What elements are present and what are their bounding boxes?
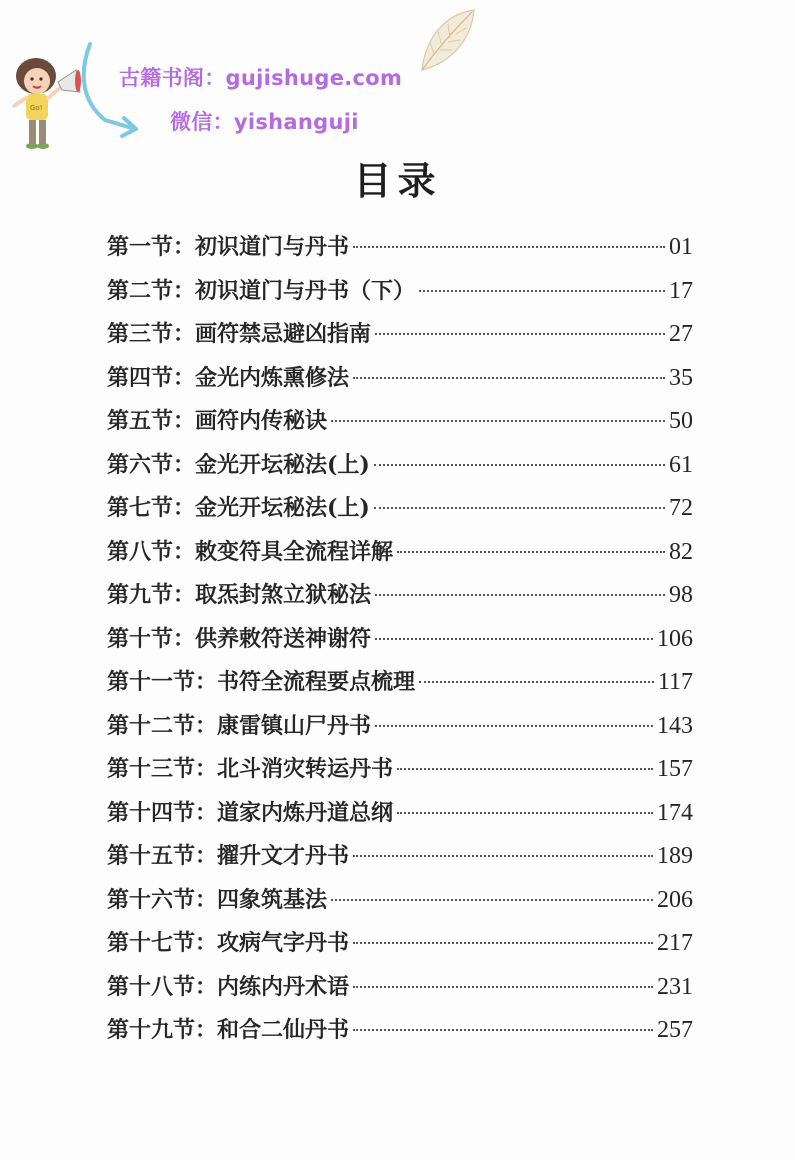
toc-entry[interactable]: [107, 752, 693, 796]
toc-entry-title: 第五节：画符内传秘诀: [107, 408, 328, 434]
toc-leader-dots: [375, 594, 665, 596]
toc-leader-dots: [353, 942, 653, 944]
toc-entry[interactable]: [107, 665, 693, 709]
toc-entry[interactable]: [107, 796, 693, 840]
toc-entry-page: 50: [669, 408, 693, 434]
toc-entry-title: 第十节：供养敕符送神谢符: [107, 625, 372, 652]
toc-leader-dots: [419, 290, 665, 292]
toc-leader-dots: [419, 681, 654, 683]
toc-entry[interactable]: [107, 839, 693, 883]
toc-entry[interactable]: [107, 317, 693, 361]
toc-entry-title: 第十一节：书符全流程要点梳理: [107, 669, 416, 695]
toc-entry-page: 189: [657, 843, 693, 869]
toc-entry-title: 第八节：敕变符具全流程详解: [107, 538, 394, 565]
toc-entry-page: 157: [657, 756, 693, 782]
toc-entry[interactable]: [107, 491, 693, 535]
toc-entry-title: 第十二节：康雷镇山尸丹书: [107, 712, 372, 739]
toc-leader-dots: [397, 768, 653, 770]
toc-entry-title: 第十七节：攻病气字丹书: [107, 930, 350, 956]
toc-entry-title: 第三节：画符禁忌避凶指南: [107, 321, 372, 347]
toc-entry[interactable]: [107, 361, 693, 405]
toc-entry[interactable]: [107, 230, 693, 274]
toc-leader-dots: [353, 377, 665, 379]
toc-entry-page: 231: [657, 973, 693, 1000]
table-of-contents: [107, 230, 693, 1057]
toc-leader-dots: [353, 986, 653, 988]
toc-entry[interactable]: [107, 926, 693, 970]
toc-entry[interactable]: [107, 578, 693, 622]
watermark-site-text: 古籍书阁：gujishuge.com: [119, 66, 403, 90]
toc-entry[interactable]: [107, 970, 693, 1014]
toc-entry[interactable]: [107, 622, 693, 666]
toc-entry-page: 27: [669, 321, 693, 347]
toc-entry-title: 第十八节：内练内丹术语: [107, 973, 350, 1000]
toc-entry-page: 35: [669, 364, 693, 391]
toc-entry-title: 第十四节：道家内炼丹道总纲: [107, 799, 394, 826]
toc-entry-page: 17: [669, 277, 693, 304]
toc-leader-dots: [353, 1029, 653, 1031]
toc-entry-page: 72: [669, 495, 693, 521]
toc-leader-dots: [397, 551, 665, 553]
toc-entry-title: 第一节：初识道门与丹书: [107, 234, 350, 260]
toc-entry[interactable]: [107, 535, 693, 579]
toc-leader-dots: [331, 420, 665, 422]
toc-entry[interactable]: [107, 883, 693, 927]
toc-leader-dots: [353, 246, 665, 248]
watermark-wechat-text: 微信：yishanguji: [170, 110, 359, 134]
toc-entry[interactable]: [107, 274, 693, 318]
toc-leader-dots: [375, 333, 665, 335]
toc-entry-page: 82: [669, 538, 693, 565]
toc-entry-page: 01: [669, 234, 693, 260]
toc-entry-title: 第十六节：四象筑基法: [107, 886, 328, 913]
toc-entry-title: 第九节：取炁封煞立狱秘法: [107, 582, 372, 608]
toc-entry-title: 第十五节：擢升文才丹书: [107, 843, 350, 869]
toc-entry-page: 217: [657, 930, 693, 956]
svg-text:Go!: Go!: [30, 104, 43, 112]
toc-entry[interactable]: [107, 448, 693, 492]
page-title: 目录: [353, 159, 442, 203]
toc-entry[interactable]: [107, 404, 693, 448]
watermark: [0, 0, 470, 160]
toc-leader-dots: [353, 855, 653, 857]
toc-entry-title: 第十九节：和合二仙丹书: [107, 1017, 350, 1043]
toc-leader-dots: [331, 899, 653, 901]
toc-entry-title: 第十三节：北斗消灾转运丹书: [107, 756, 394, 782]
toc-entry-title: 第二节：初识道门与丹书（下）: [107, 277, 416, 304]
toc-entry-title: 第七节：金光开坛秘法(上): [107, 495, 370, 521]
toc-leader-dots: [374, 464, 665, 466]
toc-leader-dots: [374, 507, 665, 509]
toc-entry[interactable]: [107, 1013, 693, 1057]
toc-entry-page: 257: [657, 1017, 693, 1043]
toc-entry-page: 206: [657, 886, 693, 913]
toc-entry[interactable]: [107, 709, 693, 753]
toc-entry-page: 143: [657, 712, 693, 739]
toc-entry-page: 61: [669, 451, 693, 478]
toc-entry-title: 第六节：金光开坛秘法(上): [107, 451, 370, 478]
cartoon-girl-megaphone-icon: [6, 48, 86, 158]
toc-leader-dots: [375, 725, 653, 727]
leaf-icon: [416, 6, 480, 76]
toc-leader-dots: [397, 812, 653, 814]
toc-entry-page: 98: [669, 582, 693, 608]
toc-entry-page: 174: [657, 799, 693, 826]
toc-entry-page: 117: [657, 669, 693, 695]
toc-entry-page: 106: [657, 625, 693, 652]
toc-leader-dots: [375, 638, 653, 640]
toc-entry-title: 第四节：金光内炼熏修法: [107, 364, 350, 391]
